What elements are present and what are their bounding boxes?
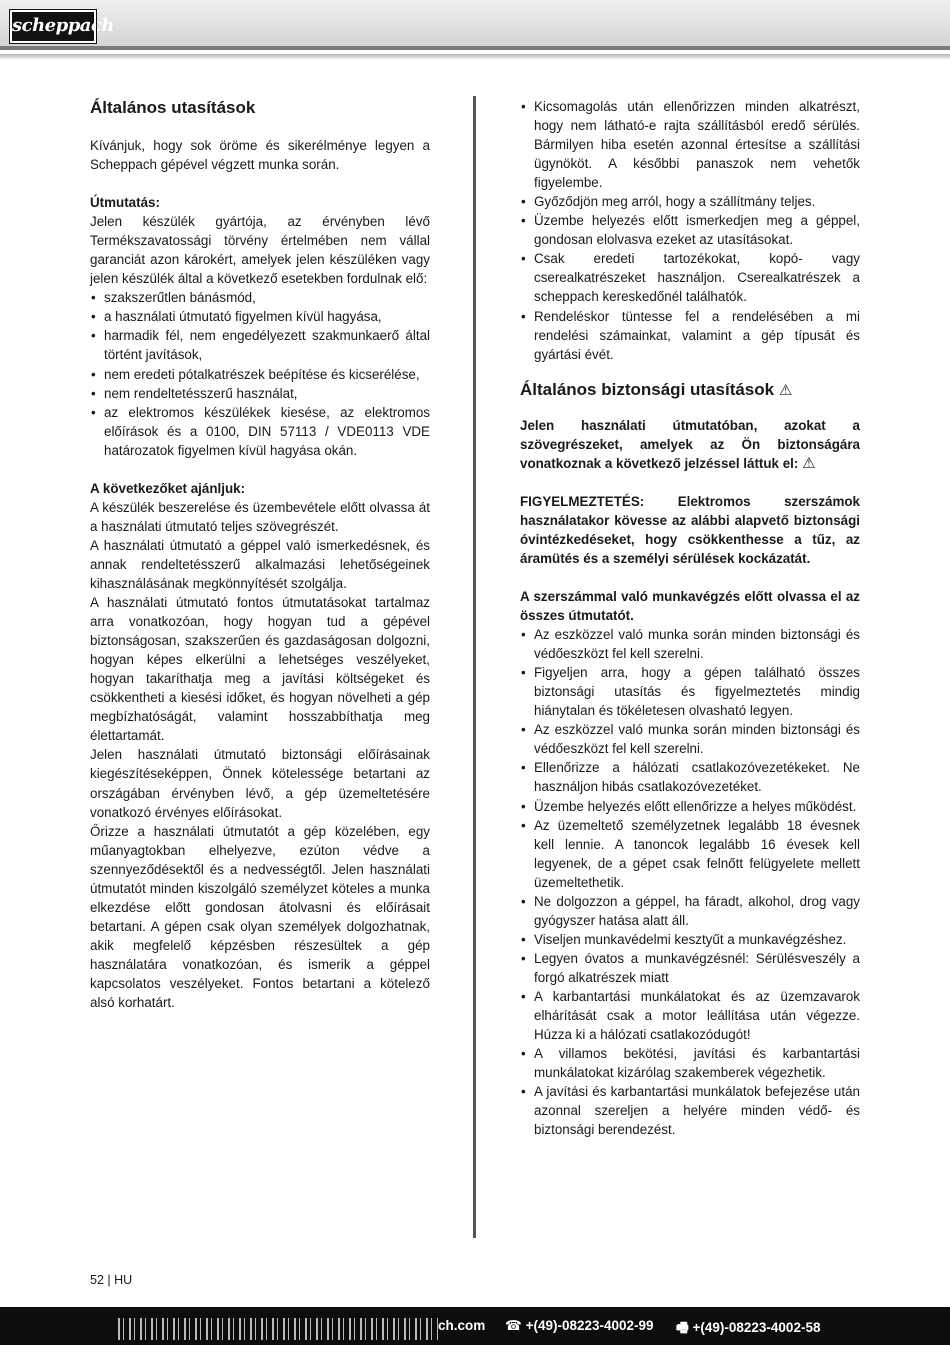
warning-triangle-icon: ⚠ [778, 381, 793, 399]
list-item: • Az eszközzel való munka során minden biztonsági és védőeszközt fel kell szerelni. [520, 720, 860, 758]
note-text: Jelen készülék gyártója, az érvényben lévő Termékszavatossági törvény értelmében nem vállal garanciát azon károkért, amelyek jelen készüléken vagy jelen készülék által a következő esetekben fordulnak elő: [90, 214, 430, 287]
list-item: • Csak eredeti tartozékokat, kopó- vagy cserealkatrészeket használjon. Cserealkatrészek a scheppach kereskedőnél találhatók. [520, 249, 860, 306]
page-footer [0, 1307, 950, 1345]
page-number: 52 | HU [90, 1273, 133, 1287]
recommend-heading: A következőket ajánljuk: [90, 480, 246, 496]
list-item: • a használati útmutató figyelmen kívül hagyása, [90, 307, 430, 326]
list-item: • Legyen óvatos a munkavégzésnél: Sérülésveszély a forgó alkatrészek miatt [520, 949, 860, 987]
list-item: • A karbantartási munkálatokat és az üzemzavarok elhárítását csak a motor leállítása után végezze. Húzza ki a hálózati csatlakozódugót! [520, 987, 860, 1044]
list-item: • A javítási és karbantartási munkálatok befejezése után azonnal szereljen a helyére minden védő- és biztonsági berendezést. [520, 1082, 860, 1139]
safety-intro-text: Jelen használati útmutatóban, azokat a szövegrészeket, amelyek az Ön biztonságára vonatkoznak a következő jelzéssel láttuk el: [520, 417, 860, 471]
right-column [520, 97, 860, 1139]
paragraph: Őrizze a használati útmutatót a gép közelében, egy műanyagtokban elhelyezve, ezúton védve a szennyeződésektől és a nedvességtől. Jelen használati útmutatót minden kiszolgáló személyzet köteles a munka elkezdése előtt gondosan átolvasni és előírásait betartani. A gépen csak olyan személyek dolgozhatnak, akik megfelelő képzésben részesültek a gép használatára vonatkozóan, és ismerik a géppel kapcsolatos veszélyeket. Fontos betartani a kötelező alsó korhatárt. [90, 823, 430, 1011]
list-item: • Rendeléskor tüntesse fel a rendelésében a mi rendelési számainkat, valamint a gép típusát és gyártási évét. [520, 307, 860, 364]
left-column [90, 97, 430, 1012]
paragraph: A használati útmutató fontos útmutatásokat tartalmaz arra vonatkozóan, hogy hogyan tud a gépével biztonságosan, szakszerűen és gazdaságosan dolgozni, hogyan képes elkerülni a lehetséges veszélyeket, hogyan takaríthatja meg a javítási költségeket és csökkentheti a kiesési időket, és hogyan növelheti a gép megbízhatóságát, valamint hosszabbíthatja meg élettartamát. [90, 595, 430, 744]
page-header [0, 0, 950, 50]
section-title-general: Általános utasítások [90, 98, 256, 117]
list-item: • harmadik fél, nem engedélyezett szakmunkaerő által történt javítások, [90, 326, 430, 364]
paragraph: A készülék beszerelése és üzembevétele előtt olvassa át a használati útmutató teljes szövegrészét. [90, 499, 430, 534]
warning-text: Elektromos szerszámok használatakor kövesse az alábbi alapvető biztonsági óvintézkedéseket, hogy csökkenthesse a tűz, az áramütés és a személyi sérülések kockázatát. [520, 493, 860, 566]
note-heading: Útmutatás: [90, 195, 160, 211]
list-item: • nem eredeti pótalkatrészek beépítése és kicserélése, [90, 365, 430, 384]
warning-label: FIGYELMEZTETÉS: [520, 493, 645, 509]
paragraph: Jelen használati útmutató biztonsági előírásainak kiegészítéseképpen, Önnek kötelessége betartani az országában érvényben lévő, a gép üzemeltetésére vonatkozó érvényes előírásokat. [90, 747, 430, 820]
safety-intro [520, 416, 860, 473]
footer-website: ch.com [438, 1318, 486, 1333]
section-title-safety [520, 379, 860, 402]
list-item: • Az eszközzel való munka során minden biztonsági és védőeszközt fel kell szerelni. [520, 625, 860, 663]
list-item: • Ne dolgozzon a géppel, ha fáradt, alkohol, drog vagy gyógyszer hatása alatt áll. [520, 892, 860, 930]
list-item: • nem rendeltetésszerű használat, [90, 384, 430, 403]
list-item: • Ellenőrizze a hálózati csatlakozóvezetékeket. Ne használjon hibás csatlakozóvezetéket. [520, 758, 860, 796]
header-shadow [0, 54, 950, 60]
list-item: • Üzembe helyezés előtt ismerkedjen meg a géppel, gondosan elolvasva ezeket az utasításokat. [520, 211, 860, 249]
list-item: • Viseljen munkavédelmi kesztyűt a munkavégzéshez. [520, 930, 860, 949]
intro-text: Kívánjuk, hogy sok öröme és sikerélménye legyen a Scheppach gépével végzett munka során. [90, 138, 430, 173]
list-item: • Üzembe helyezés előtt ellenőrizze a helyes működést. [520, 797, 860, 816]
list-item: • Figyeljen arra, hogy a gépen található összes biztonsági utasítás és figyelmeztetés mindig hiánytalan és tökéletesen olvasható legyen. [520, 663, 860, 720]
column-divider [473, 96, 476, 1238]
paragraph: A használati útmutató a géppel való ismerkedésnek, és annak rendeltetésszerű alkalmazási lehetőségeinek kihasználásának megkönnyítését szolgálja. [90, 537, 430, 591]
footer-barcode-graphic [118, 1318, 438, 1340]
unpacking-list [520, 97, 860, 364]
footer-phone: ☎ +(49)-08223-4002-99 [505, 1318, 654, 1333]
note-list [90, 288, 430, 459]
footer-fax: 🖷 +(49)-08223-4002-58 [676, 1320, 821, 1335]
read-instructions-heading: A szerszámmal való munkavégzés előtt olvassa el az összes útmutatót. [520, 588, 860, 624]
list-item: • Az üzemeltető személyzetnek legalább 18 évesnek kell lennie. A tanoncok legalább 16 évesek kell legyenek, de a gépet csak felnőtt felügyelete mellett üzemeltethetik. [520, 816, 860, 892]
warning-triangle-icon: ⚠ [802, 454, 816, 472]
safety-title-text: Általános biztonsági utasítások [520, 379, 775, 399]
list-item: • szakszerűtlen bánásmód, [90, 288, 430, 307]
scheppach-logo: scheppach [10, 10, 96, 43]
warning-paragraph [520, 492, 860, 568]
list-item: • A villamos bekötési, javítási és karbantartási munkálatokat kizárólag szakemberek végezhetik. [520, 1044, 860, 1082]
list-item: • az elektromos készülékek kiesése, az elektromos előírások és a 0100, DIN 57113 / VDE0113 VDE határozatok figyelmen kívül hagyása okán. [90, 403, 430, 460]
list-item: • Győződjön meg arról, hogy a szállítmány teljes. [520, 192, 860, 211]
safety-list [520, 625, 860, 1139]
list-item: • Kicsomagolás után ellenőrizzen minden alkatrészt, hogy nem látható-e rajta szállításból eredő sérülés. Bármilyen hiba esetén azonnal értesítse a szállítási ügynököt. A későbbi panaszok nem vehetők figyelembe. [520, 97, 860, 192]
